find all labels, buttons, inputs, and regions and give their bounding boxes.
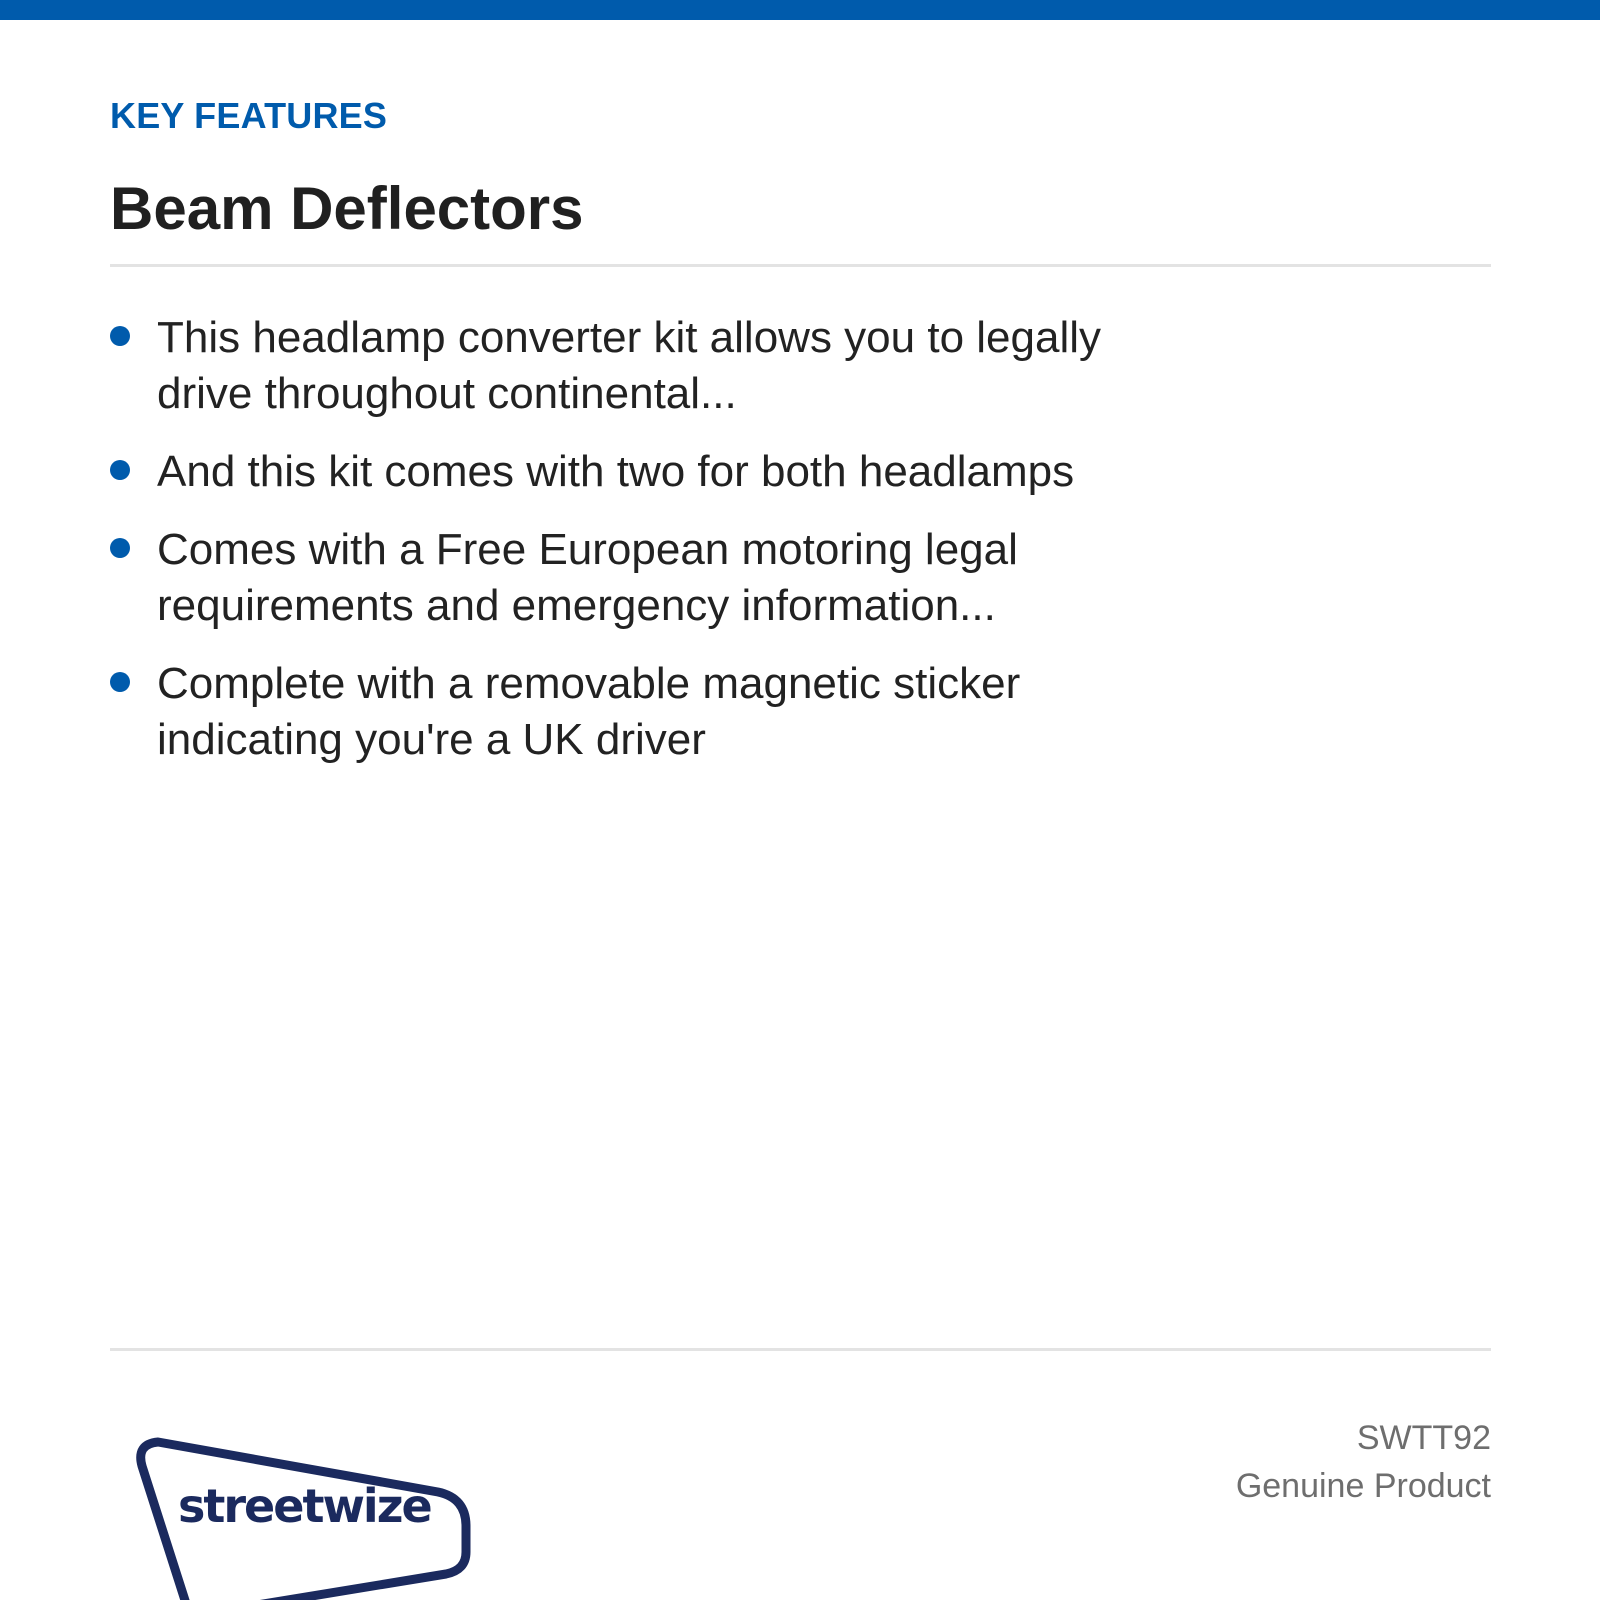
bullet-dot-icon (110, 672, 130, 692)
feature-list (110, 310, 1110, 790)
feature-text: Complete with a removable magnetic sticker indicating you're a UK driver (157, 659, 1021, 764)
page-title: Beam Deflectors (110, 175, 584, 242)
streetwize-logo (120, 1420, 480, 1600)
footer-divider (110, 1348, 1491, 1351)
logo-wordmark: streetwize (178, 1479, 431, 1533)
product-tagline: Genuine Product (1235, 1467, 1491, 1505)
feature-item (110, 522, 1110, 634)
top-accent-bar (0, 0, 1600, 20)
footer-meta (1236, 1414, 1491, 1510)
feature-item (110, 310, 1110, 422)
feature-text: Comes with a Free European motoring legal requirements and emergency information... (157, 525, 1018, 630)
bullet-dot-icon (110, 460, 130, 480)
feature-text: This headlamp converter kit allows you to legally drive throughout continental... (157, 313, 1102, 418)
feature-item (110, 656, 1110, 768)
bullet-dot-icon (110, 538, 130, 558)
product-sku: SWTT92 (1356, 1419, 1491, 1457)
bullet-dot-icon (110, 326, 130, 346)
section-eyebrow: KEY FEATURES (110, 95, 388, 136)
header-divider (110, 264, 1491, 267)
feature-text: And this kit comes with two for both headlamps (157, 447, 1075, 496)
feature-item (110, 444, 1110, 500)
